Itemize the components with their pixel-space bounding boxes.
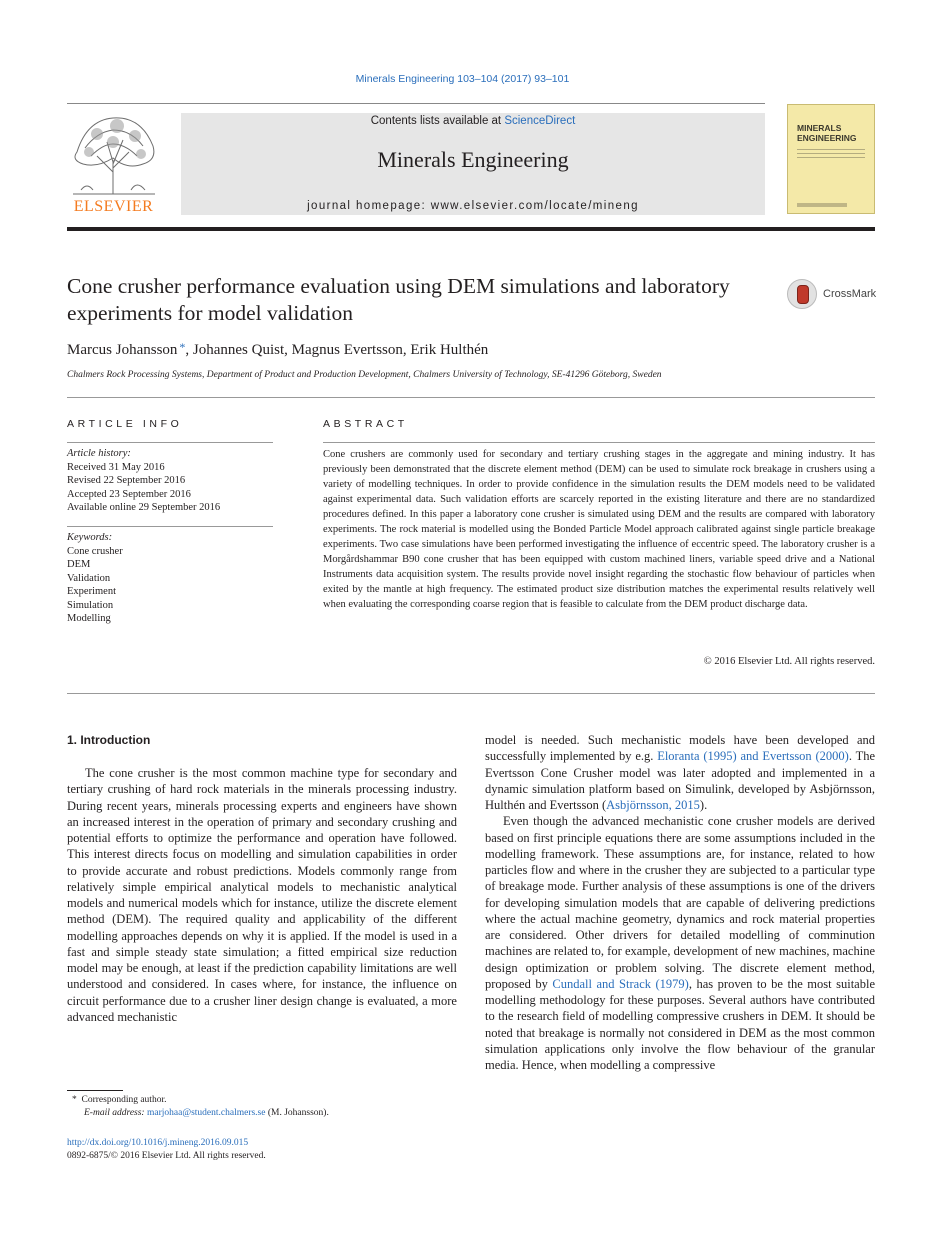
footnote-mark: * [72, 1095, 77, 1105]
footnote-email [72, 1107, 452, 1120]
keyword-item: Simulation [67, 599, 114, 611]
contents-prefix: Contents lists available at [370, 115, 505, 127]
right-p1-text-b: . The Evertsson Cone Crusher model was later adopted and implemented in a dynamic simulation platform based on Simulink, developed by Asbjörnsson, Hulthén and Evertsson ( [485, 749, 875, 812]
article-history [67, 447, 273, 515]
abstract-label: ABSTRACT [323, 418, 408, 430]
right-p1-text-c: ). [699, 798, 708, 812]
page-footer [67, 1137, 467, 1163]
article-title: Cone crusher performance evaluation using DEM simulations and laboratory experiments for model validation [67, 274, 730, 325]
journal-banner [181, 113, 765, 215]
keyword-item: Modelling [67, 613, 111, 624]
right-p2-text-b: , has proven to be the most suitable modelling methodology for these purposes. Several authors have contributed to the research field of modelling compressive crushers in DEM. It should be noted that breakage is normally not considered in DEM as the most common simulation applications only involve the flow behaviour of the granular media. Hence, when modelling a compressive [485, 976, 875, 1072]
doi-link[interactable]: http://dx.doi.org/10.1016/j.mineng.2016.09.015 [67, 1138, 249, 1148]
email-link[interactable]: marjohaa@student.chalmers.se [146, 1108, 266, 1118]
header-thick-rule [67, 227, 875, 231]
journal-name: Minerals Engineering [377, 147, 569, 172]
intro-paragraph: The cone crusher is the most common machine type for secondary and tertiary crushing of hard rock materials in the minerals processing industry. During recent years, minerals processing experts and engineers have shown an increased interest in the operation of primary and secondary crushing and potential efforts to optimize the performance and operation have followed. This interest directs focus on modelling and simulation capabilities in order to provide accurate and robust predictions. Models commonly range from relatively simple empirical analytical models to mechanistic analytical models and numerical models which for instance, utilize the discrete element method (DEM). The required quality and applicability of the different modelling approaches depends on why it is applied. If the model is used in a fast and simple steady state simulation; a fitted empirical size reduction model may be enough, at least if the prediction capability limitations are well understood and considered. In cases where, for instance, the influence on circuit performance due to a crusher liner design change is evaluated, a more advanced mechanistic [67, 766, 457, 1024]
sciencedirect-link[interactable]: ScienceDirect [504, 115, 576, 127]
crossmark-icon [787, 279, 817, 309]
footnote-corresponding [72, 1094, 452, 1107]
history-accepted: Accepted 23 September 2016 [67, 488, 191, 500]
crossmark-label: CrossMark [823, 288, 877, 300]
abstract-text: Cone crushers are commonly used for secondary and tertiary crushing stages in the aggregate and mining industry. It has previously been demonstrated that the discrete element method (DEM) can be used to simulate rock breakage in crushers using a variety of modelling techniques. In order to provide confidence in the simulation results the DEM models need to be validated against experimental data. Such validation efforts are scarcely reported in the existing literature and there are no standardized procedures defined. In this paper a laboratory cone crusher is simulated using DEM and the results are compared with laboratory experiments. The rock material is modelled using the Bonded Particle Model approach calibrated against single particle breakage experiments. Two case simulations have been performed investigating the influence of eccentric speed. The laboratory crusher is a Morgårdshammar B90 cone crusher that has been equipped with custom machined liners, variable speed drive and a National Instruments data acquisition system. The results provide novel insight regarding the stochastic flow behaviour of particles when exited by the mantle at high frequency. The estimated product size distribution matches the experimental results relatively well when evaluating the corresponding coarse region that is feasible to calculate from the DEM product discharge data. [323, 449, 875, 610]
header-top-rule [67, 103, 765, 104]
history-revised: Revised 22 September 2016 [67, 475, 186, 486]
citation-eloranta-evertsson[interactable]: Eloranta (1995) and Evertsson (2000) [657, 749, 849, 764]
cover-text-lines [797, 149, 865, 161]
keyword-item: DEM [67, 559, 91, 570]
abstract-copyright: © 2016 Elsevier Ltd. All rights reserved. [703, 656, 875, 667]
corresponding-author-mark[interactable]: * [179, 340, 186, 354]
journal-reference[interactable]: Minerals Engineering 103–104 (2017) 93–101 [355, 73, 570, 85]
elsevier-logo [67, 112, 160, 216]
left-column-text [67, 765, 457, 1025]
cover-footer-mark [797, 203, 847, 207]
other-authors: , Johannes Quist, Magnus Evertsson, Erik Hulthén [185, 342, 489, 358]
elsevier-tree-icon [67, 112, 160, 196]
journal-homepage [181, 200, 765, 212]
keywords-label: Keywords: [67, 532, 113, 543]
journal-cover-thumbnail[interactable] [787, 104, 875, 214]
title-bottom-rule [67, 397, 875, 398]
email-label: E-mail address: [84, 1108, 147, 1118]
elsevier-wordmark: ELSEVIER [73, 198, 154, 215]
footnote-rule [67, 1090, 123, 1091]
contents-available-line [181, 115, 765, 127]
homepage-prefix: journal homepage: [307, 200, 431, 212]
cover-title: MINERALS ENGINEERING [797, 123, 857, 143]
email-suffix: (M. Johansson). [265, 1108, 329, 1118]
affiliation: Chalmers Rock Processing Systems, Department of Product and Production Development, Chalmers University of Technology, SE-41296 Göteborg, Sweden [67, 370, 662, 380]
abstract-bottom-rule [67, 693, 875, 694]
right-paragraph-1 [485, 732, 875, 813]
history-received: Received 31 May 2016 [67, 461, 165, 473]
author-list [67, 340, 488, 359]
right-p1-text-a: model is needed. Such mechanistic models have been developed and successfully implemented by e.g. [485, 733, 875, 764]
keywords [67, 531, 273, 626]
keyword-item: Experiment [67, 586, 116, 597]
right-p2-text-a: Even though the advanced mechanistic cone crusher models are derived based on first principle equations there are some assumptions included in the modelling framework. These assumptions are, for instance, related to how particles flow and where in the crusher they are subjected to a particular type of breakage mode. Further analysis of these assumptions is one of the drivers for developing simulation models that are capable of delivering predictions where the actual machine geometry, dynamics and rock material properties are considered. Other drivers for detailed modelling of comminution machines are related to, for example, development of new machines, machine design optimization or problem solving. The discrete element method, proposed by [485, 814, 875, 991]
keywords-rule [67, 526, 273, 527]
footnote-corresponding-text: Corresponding author. [81, 1095, 167, 1105]
history-label: Article history: [67, 448, 131, 459]
section-heading-introduction: 1. Introduction [67, 733, 151, 747]
article-info-rule [67, 442, 273, 443]
citation-cundall-strack[interactable]: Cundall and Strack (1979) [552, 976, 689, 991]
article-info-label: ARTICLE INFO [67, 418, 183, 430]
footnote [72, 1094, 452, 1120]
abstract-rule [323, 442, 875, 443]
right-column-text [485, 732, 875, 1073]
history-online: Available online 29 September 2016 [67, 502, 221, 513]
right-paragraph-2 [485, 813, 875, 1073]
keyword-item: Validation [67, 572, 111, 584]
issn-line: 0892-6875/© 2016 Elsevier Ltd. All rights reserved. [67, 1151, 266, 1161]
keyword-item: Cone crusher [67, 545, 123, 557]
citation-asbjornsson[interactable]: Asbjörnsson, 2015 [606, 798, 700, 812]
crossmark-badge[interactable] [787, 279, 877, 311]
first-author: Marcus Johansson [67, 342, 178, 358]
homepage-url-link[interactable]: www.elsevier.com/locate/mineng [430, 200, 639, 212]
